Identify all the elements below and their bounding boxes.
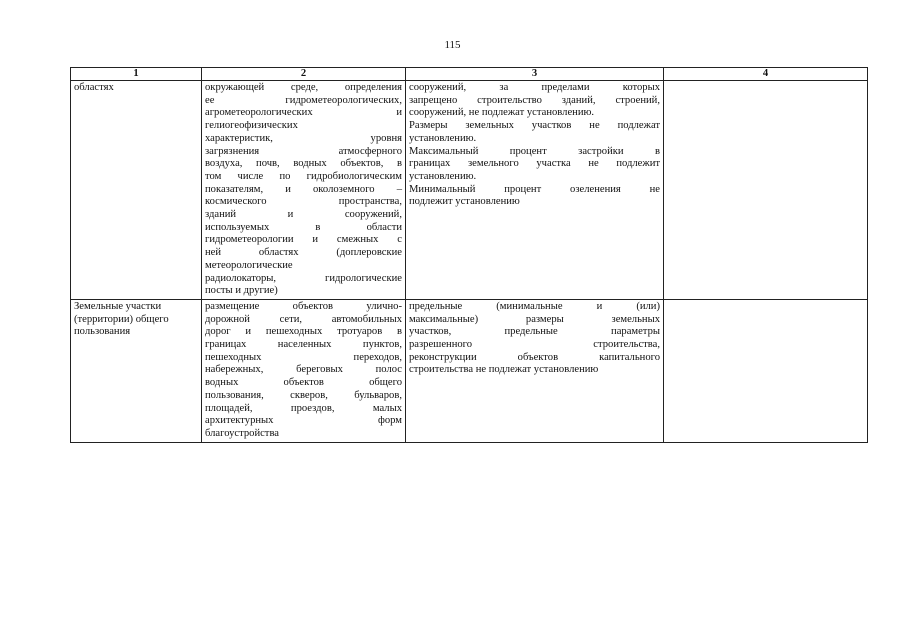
cell-line: водных объектов общего — [205, 377, 402, 389]
cell-line: загрязнения атмосферного — [205, 145, 402, 157]
row1-col1-text: областях — [74, 82, 114, 93]
table-header-row — [71, 68, 868, 81]
cell-line: границах населенных пунктов, — [205, 339, 402, 351]
cell-line: ней областях (доплеровские — [205, 247, 402, 259]
cell-line: космического пространства, — [205, 196, 402, 208]
cell-line: Размеры земельных участков не подлежат — [409, 120, 660, 132]
cell-line: зданий и сооружений, — [205, 209, 402, 221]
cell-line: набережных, береговых полос — [205, 364, 402, 376]
cell-line: Максимальный процент застройки в — [409, 145, 660, 157]
cell-line: окружающей среде, определения — [205, 82, 402, 93]
cell-line: воздуха, почв, водных объектов, в — [205, 158, 402, 170]
cell-line: границах земельного участка не подлежит — [409, 158, 660, 170]
cell-line: разрешенного строительства, — [409, 339, 660, 351]
row2-col4-cell — [664, 299, 868, 442]
cell-line: агрометеорологических и — [205, 107, 402, 119]
cell-line: (территории) общего — [74, 313, 169, 325]
cell-line: площадей, проездов, малых — [205, 402, 402, 414]
row1-col2-cell — [202, 81, 406, 300]
row1-col1-cell — [71, 81, 202, 300]
cell-paragraph — [409, 146, 660, 184]
cell-paragraph — [409, 301, 660, 377]
cell-line: предельные (минимальные и (или) — [409, 300, 660, 312]
row1-col3-cell — [406, 81, 664, 300]
cell-paragraph — [409, 120, 660, 145]
cell-line: пользования — [74, 326, 131, 338]
cell-line: запрещено строительство зданий, строений, — [409, 94, 660, 106]
cell-line: дорожной сети, автомобильных — [205, 313, 402, 325]
cell-line: гидрометеорологии и смежных с — [205, 234, 402, 246]
column-header-4: 4 — [664, 68, 868, 81]
cell-line: подлежит установлению — [409, 196, 520, 208]
cell-paragraph — [409, 184, 660, 209]
table-row — [71, 299, 868, 442]
cell-line: реконструкции объектов капитального — [409, 351, 660, 363]
cell-line: используемых в области — [205, 221, 402, 233]
cell-line: дорог и пешеходных тротуаров в — [205, 326, 402, 338]
column-header-3: 3 — [406, 68, 664, 81]
cell-line: строительства не подлежат установлению — [409, 364, 599, 376]
cell-line: метеорологические — [205, 259, 293, 271]
row2-col1-cell — [71, 299, 202, 442]
cell-line: сооружений, за пределами которых — [409, 82, 660, 93]
cell-paragraph — [409, 82, 660, 120]
cell-line: пешеходных переходов, — [205, 351, 402, 363]
cell-line: пользования, скверов, бульваров, — [205, 389, 402, 401]
cell-line: установлению. — [409, 170, 477, 182]
cell-line: ее гидрометеорологических, — [205, 94, 402, 106]
cell-line: показателям, и околоземного – — [205, 183, 402, 195]
cell-line: том числе по гидробиологическим — [205, 170, 402, 182]
row1-col4-cell — [664, 81, 868, 300]
cell-line: Минимальный процент озеленения не — [409, 183, 660, 195]
cell-line: размещение объектов улично- — [205, 300, 402, 312]
cell-line: радиолокаторы, гидрологические — [205, 272, 402, 284]
column-header-1: 1 — [71, 68, 202, 81]
cell-line: установлению. — [409, 132, 477, 144]
cell-line: Земельные участки — [74, 300, 162, 312]
column-header-2: 2 — [202, 68, 406, 81]
row2-col3-cell — [406, 299, 664, 442]
row2-col2-cell — [202, 299, 406, 442]
cell-line: сооружений, не подлежат установлению. — [409, 107, 595, 119]
cell-line: посты и другие) — [205, 285, 278, 297]
cell-line: гелиогеофизических — [205, 120, 298, 132]
cell-line: архитектурных форм — [205, 415, 402, 427]
cell-line: характеристик, уровня — [205, 132, 402, 144]
zoning-table — [70, 67, 868, 443]
page-number: 115 — [444, 39, 461, 51]
table-row — [71, 81, 868, 300]
cell-line: максимальные) размеры земельных — [409, 313, 660, 325]
cell-line: участков, предельные параметры — [409, 326, 660, 338]
cell-line: благоустройства — [205, 427, 280, 439]
